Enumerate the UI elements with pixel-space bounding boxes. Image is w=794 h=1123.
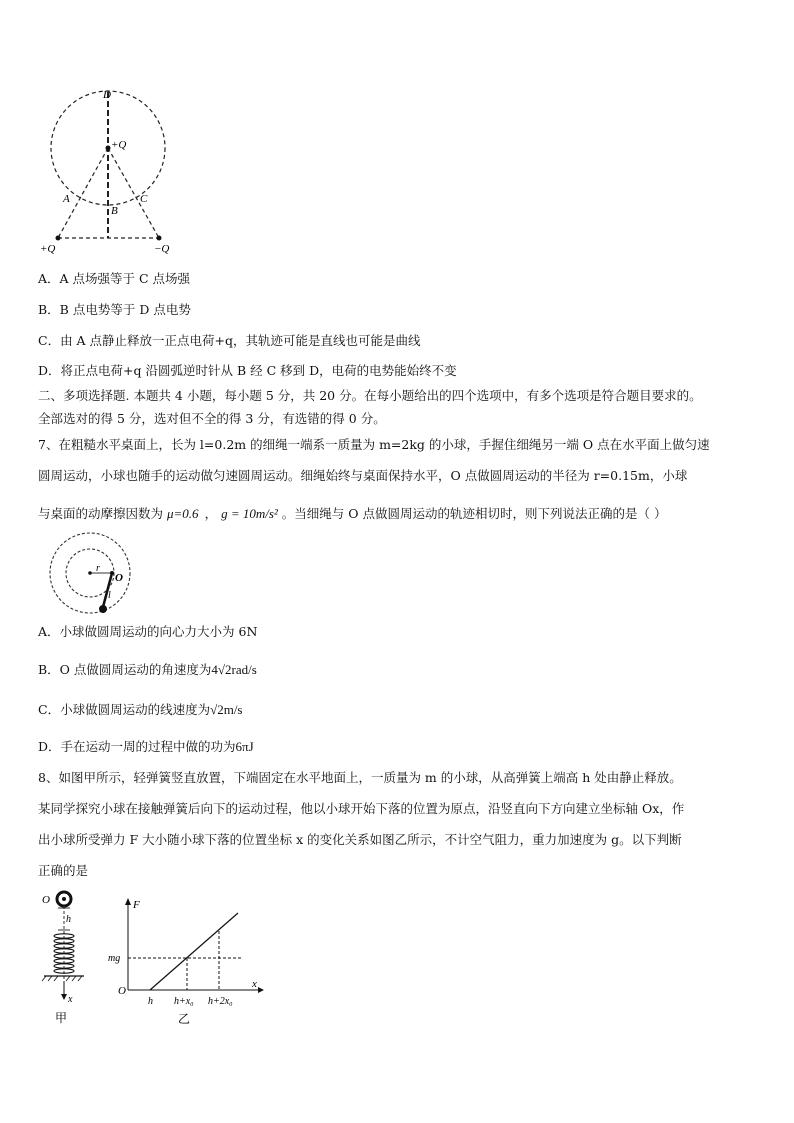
jia-label-h: h bbox=[66, 914, 71, 925]
yi-label-F: F bbox=[133, 899, 140, 911]
q7-g: g = 10m/s² bbox=[221, 506, 278, 521]
yi-label-h: h bbox=[148, 996, 153, 1007]
label-B: B bbox=[111, 205, 118, 217]
q7-option-d-math: 6πJ bbox=[235, 739, 254, 754]
figure-field-circle bbox=[36, 86, 186, 258]
label-left-charge: +Q bbox=[40, 243, 56, 255]
q8-line1: 8、如图甲所示，轻弹簧竖直放置，下端固定在水平地面上，一质量为 m 的小球，从高弹簧上端高 h 处由静止释放。 bbox=[38, 770, 682, 785]
q7-line3-b: 。当细绳与 O 点做圆周运动的轨迹相切时，则下列说法正确的是（ ） bbox=[281, 506, 667, 521]
section2-line2: 全部选对的得 5 分，选对但不全的得 3 分，有选错的得 0 分。 bbox=[38, 411, 386, 426]
q8-line3: 出小球所受弹力 F 大小随小球下落的位置坐标 x 的变化关系如图乙所示，不计空气阻力，重力加速度为 g。以下判断 bbox=[38, 832, 682, 847]
q7-option-c-text: C．小球做圆周运动的线速度为 bbox=[38, 702, 211, 717]
ball bbox=[99, 605, 107, 613]
yi-label-hx0: h+x₀ bbox=[174, 996, 194, 1007]
label-C: C bbox=[140, 193, 148, 205]
yi-caption: 乙 bbox=[178, 1012, 191, 1026]
q7-line3-a: 与桌面的动摩擦因数为 bbox=[38, 506, 164, 521]
q7-option-d-text: D．手在运动一周的过程中做的功为 bbox=[38, 739, 236, 754]
q6-option-c: C．由 A 点静止释放一正点电荷+q，其轨迹可能是直线也可能是曲线 bbox=[38, 333, 421, 348]
q7-option-b-math: 4√2rad/s bbox=[211, 662, 257, 677]
figure-jia-spring bbox=[38, 886, 98, 1026]
figure-yi-graph bbox=[108, 895, 268, 1030]
q7-option-c bbox=[38, 702, 243, 718]
q7-option-d bbox=[38, 739, 254, 755]
q7-line3: 与桌面的动摩擦因数为 μ=0.6 ， g = 10m/s² 。当细绳与 O 点做圆周运动的轨迹相切时，则下列说法正确的是（ ） bbox=[38, 506, 667, 521]
q8-line4: 正确的是 bbox=[38, 863, 89, 878]
jia-label-O: O bbox=[42, 894, 50, 906]
yi-label-h2x0: h+2x₀ bbox=[208, 996, 233, 1007]
q7-line2: 圆周运动，小球也随手的运动做匀速圆周运动。细绳始终与桌面保持水平，O 点做圆周运动的半径为 r=0.15m，小球 bbox=[38, 468, 688, 483]
q7-option-a: A．小球做圆周运动的向心力大小为 6N bbox=[38, 624, 258, 639]
q7-line1: 7、在粗糙水平桌面上，长为 l=0.2m 的细绳一端系一质量为 m=2kg 的小球，手握住细绳另一端 O 点在水平面上做匀速 bbox=[38, 437, 710, 452]
right-dashed-line bbox=[108, 148, 159, 238]
label-l: l bbox=[108, 590, 111, 601]
q6-option-a: A．A 点场强等于 C 点场强 bbox=[38, 271, 191, 286]
section2-line1: 二、多项选择题. 本题共 4 小题，每小题 5 分，共 20 分。在每小题给出的四个选项中，有多个选项是符合题目要求的。 bbox=[38, 388, 702, 403]
label-center-charge: +Q bbox=[111, 139, 127, 151]
jia-caption: 甲 bbox=[55, 1011, 68, 1025]
yi-label-x: x bbox=[252, 978, 257, 990]
q7-option-b-text: B．O 点做圆周运动的角速度为 bbox=[38, 662, 212, 677]
yi-label-O: O bbox=[118, 985, 126, 997]
force-line bbox=[150, 913, 238, 990]
label-O: O bbox=[115, 572, 123, 584]
q7-mu: μ=0.6 bbox=[167, 506, 199, 521]
q8-line2: 某同学探究小球在接触弹簧后向下的运动过程，他以小球开始下落的位置为原点，沿竖直向下方向建立坐标轴 Ox，作 bbox=[38, 801, 685, 816]
label-A: A bbox=[63, 193, 70, 205]
label-right-charge: −Q bbox=[154, 243, 170, 255]
label-D: D bbox=[103, 89, 111, 101]
q6-option-b: B．B 点电势等于 D 点电势 bbox=[38, 302, 191, 317]
jia-label-x: x bbox=[68, 994, 73, 1005]
yi-label-mg: mg bbox=[108, 953, 121, 964]
q6-option-d: D．将正点电荷+q 沿圆弧逆时针从 B 经 C 移到 D，电荷的电势能始终不变 bbox=[38, 363, 457, 378]
figure-q7-circles bbox=[44, 530, 134, 620]
label-r: r bbox=[96, 563, 100, 574]
q7-option-c-math: √2m/s bbox=[210, 702, 243, 717]
q7-option-b bbox=[38, 662, 257, 678]
